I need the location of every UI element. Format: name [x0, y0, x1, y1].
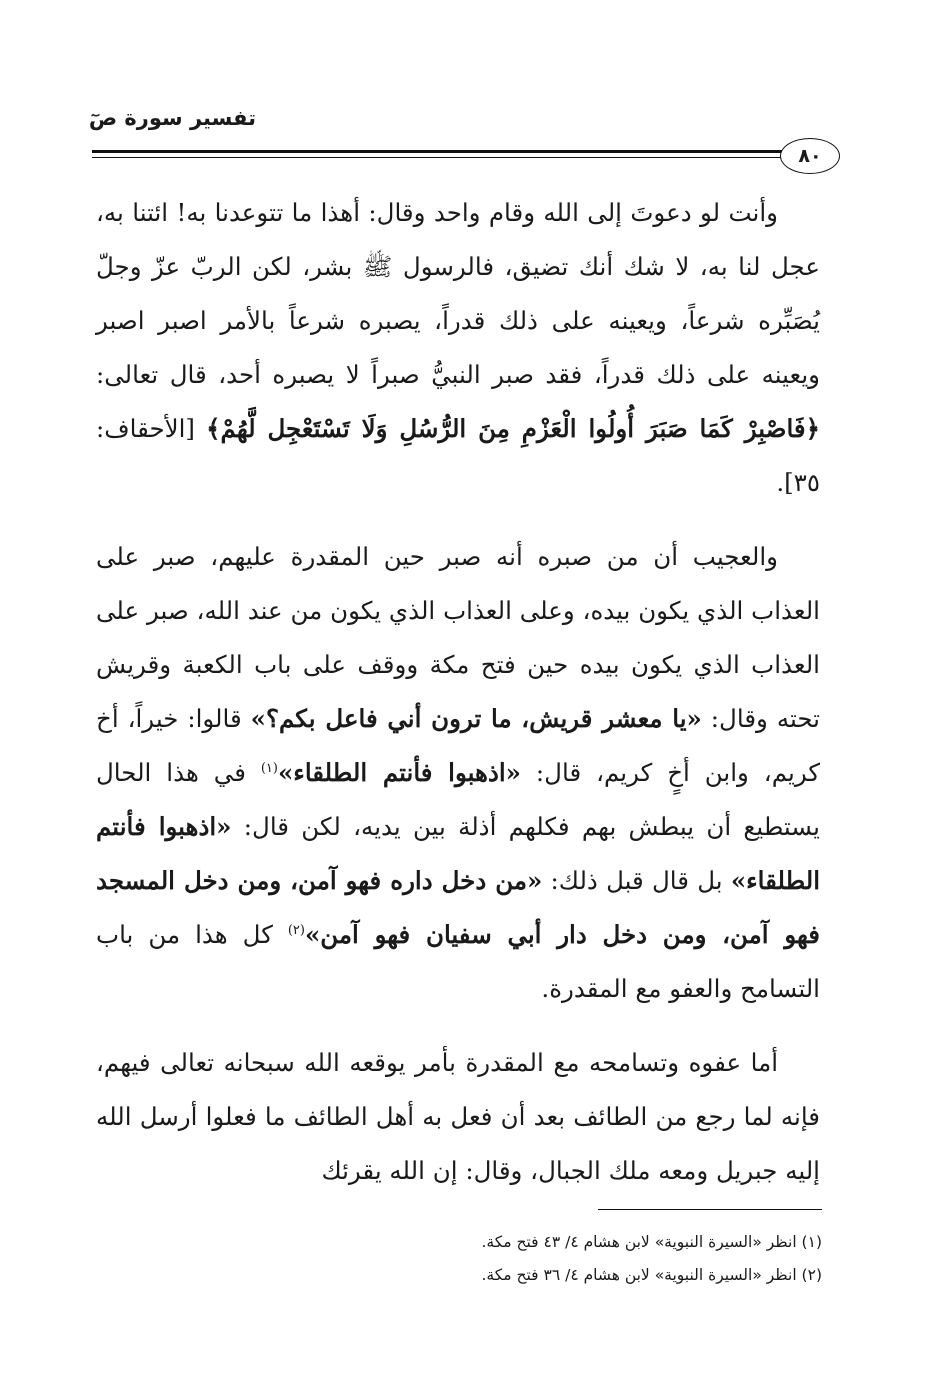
- running-title: تفسير سورة صٓ: [88, 106, 256, 130]
- footnote-1: (١) انظر «السيرة النبوية» لابن هشام ٤/ ٤٣ فتح مكة.: [481, 1233, 822, 1251]
- hadith-quote-2: «اذهبوا فأنتم الطلقاء»: [277, 758, 521, 787]
- hadith-quote-4: «من دخل داره فهو آمن، ومن دخل المسجد فهو آمن، ومن دخل دار أبي سفيان فهو آمن»: [96, 866, 820, 949]
- footnotes: [481, 1226, 822, 1292]
- verse-citation: [الأحقاف: ٣٥].: [96, 414, 820, 497]
- paragraph-3-text: أما عفوه وتسامحه مع المقدرة بأمر يوقعه الله سبحانه تعالى فيهم، فإنه لما رجع من الطائف بعد أن فعل به أهل الطائف ما فعلوا أرسل الله إليه جبريل ومعه ملك الجبال، وقال: إن الله يقرئك: [96, 1048, 820, 1185]
- paragraph-1: [96, 186, 820, 510]
- paragraph-1-text: وأنت لو دعوتَ إلى الله وقام واحد وقال: أهذا ما تتوعدنا به! ائتنا به، عجل لنا به، لا شك أنك تضيق، فالرسول ﷺ بشر، لكن الربّ عزّ وجلّ يُصَبِّره شرعاً، ويعينه على ذلك قدراً، يصبره شرعاً بالأمر اصبر اصبر ويعينه على ذلك قدراً، فقد صبر النبيُّ صبراً لا يصبره أحد، قال تعالى:: [96, 198, 820, 389]
- header-rule-thick: [92, 150, 782, 153]
- footnote-rule: [598, 1209, 822, 1210]
- paragraph-2-text-3: في هذا الحال يستطيع أن يبطش بهم فكلهم أذلة بين يديه، لكن قال:: [96, 758, 820, 841]
- hadith-quote-1: «يا معشر قريش، ما ترون أني فاعل بكم؟»: [250, 704, 702, 733]
- page-body: [96, 186, 820, 1218]
- paragraph-2-text-2: قالوا: خيراً، أخ كريم، وابن أخٍ كريم، قال:: [96, 704, 821, 787]
- paragraph-2-text-4: بل قال قبل ذلك:: [542, 866, 731, 895]
- paragraph-2-text-1: والعجيب أن من صبره أنه صبر حين المقدرة عليهم، صبر على العذاب الذي يكون بيده، وعلى العذاب الذي يكون من عند الله، صبر على العذاب الذي يكون بيده حين فتح مكة ووقف على باب الكعبة وقريش تحته وقال:: [96, 542, 820, 733]
- footnote-2: (٢) انظر «السيرة النبوية» لابن هشام ٤/ ٣٦ فتح مكة.: [481, 1266, 822, 1284]
- paragraph-2: [96, 530, 820, 1016]
- quran-verse: ﴿فَاصْبِرْ كَمَا صَبَرَ أُولُوا الْعَزْمِ مِنَ الرُّسُلِ وَلَا تَسْتَعْجِل لَّهُمْ﴾: [206, 414, 820, 443]
- hadith-quote-3: «اذهبوا فأنتم الطلقاء»: [96, 812, 820, 895]
- paragraph-2-text-5: كل هذا من باب التسامح والعفو مع المقدرة.: [96, 920, 820, 1003]
- paragraph-3: [96, 1036, 820, 1198]
- header-rule-thin: [92, 157, 782, 158]
- footnote-ref-2: (٢): [287, 922, 305, 938]
- footnote-ref-1: (١): [260, 760, 278, 776]
- page-number: ٨٠: [780, 138, 840, 174]
